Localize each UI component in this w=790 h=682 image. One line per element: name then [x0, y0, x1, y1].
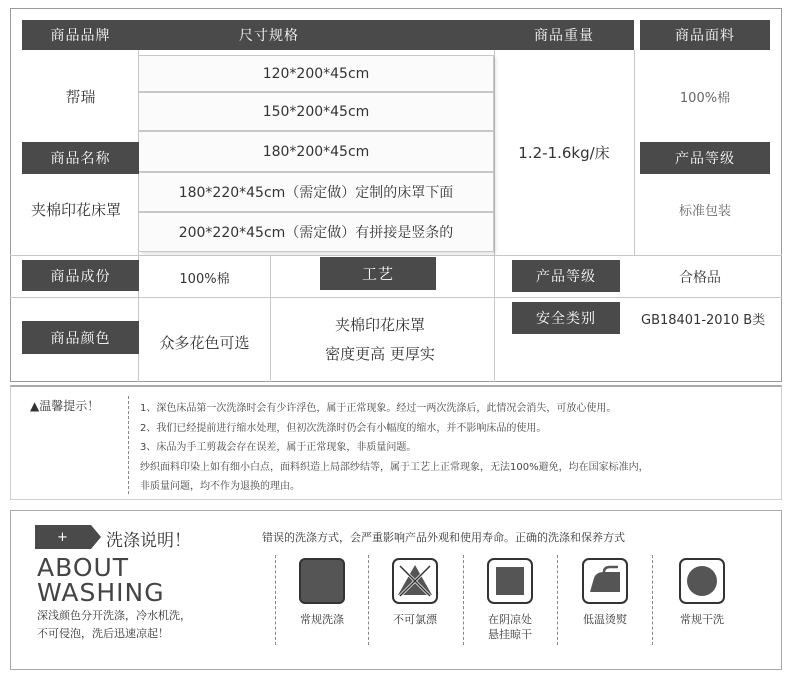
- washing-intro: 错误的洗涤方式，会严重影响产品外观和使用寿命。正确的洗涤和保养方式: [262, 531, 625, 544]
- no-bleach-icon: [392, 558, 438, 604]
- weight-header: 商品重量: [494, 20, 634, 50]
- brand-value: 帮瑞: [65, 87, 96, 106]
- wash-label-4: 低温烫熨: [583, 613, 627, 626]
- grid-line: [10, 297, 782, 298]
- size-row-5: 200*220*45cm（需定做）有拼接是竖条的: [139, 212, 494, 252]
- wash-item-3: [480, 558, 540, 642]
- shade-dry-icon: [487, 558, 533, 604]
- wash-label-2: 不可氯漂: [393, 613, 437, 626]
- tip-line-4: 纱织面料印染上如有细小白点，面料织造上局部纱结等，属于工艺上正常现象，无法100%避免，均在国家标准内，: [140, 462, 649, 473]
- wash-label-3a: 在阴凉处: [488, 613, 532, 626]
- size-row-2: 150*200*45cm: [139, 92, 494, 131]
- tip-line-5: 非质量问题，均不作为退换的理由。: [140, 481, 300, 492]
- plus-badge: +: [35, 525, 91, 549]
- wash-divider: [557, 555, 558, 645]
- wash-tub-icon: [299, 558, 345, 604]
- grid-line: [634, 50, 635, 255]
- wash-item-2: [385, 558, 445, 627]
- craft-line-2: 密度更高 更厚实: [325, 344, 435, 363]
- wash-divider: [652, 555, 653, 645]
- washing-desc-2: 不可侵泡，洗后迅速凉起！: [37, 627, 169, 640]
- grid-line: [10, 255, 782, 256]
- size-row-1: 120*200*45cm: [139, 55, 494, 92]
- wash-divider: [275, 555, 276, 645]
- grade-value: 标准包装: [678, 203, 731, 219]
- fabric-header: 商品面料: [640, 20, 770, 50]
- color-value: 众多花色可选: [159, 333, 250, 352]
- craft-line-1: 夹棉印花床罩: [334, 315, 425, 334]
- safety-value: GB18401-2010 B类: [641, 312, 766, 328]
- about-text: ABOUT: [37, 553, 130, 582]
- grade2-value: 合格品: [679, 270, 721, 286]
- tips-divider: [128, 396, 129, 494]
- wash-divider: [463, 555, 464, 645]
- grid-line: [270, 255, 271, 382]
- washing-text: WASHING: [37, 578, 165, 607]
- grade-header: 产品等级: [640, 142, 770, 174]
- wash-item-4: [575, 558, 635, 627]
- size-row-3: 180*200*45cm: [139, 131, 494, 172]
- wash-item-5: [672, 558, 732, 627]
- safety-header: 安全类别: [512, 302, 620, 334]
- wash-label-3: [488, 612, 532, 642]
- tip-line-1: 1、深色床品第一次洗涤时会有少许浮色，属于正常现象。经过一两次洗涤后，此情况会消失，可放心使用。: [140, 403, 617, 414]
- washing-desc-1: 深浅颜色分开洗涤，冷水机洗，: [37, 609, 191, 622]
- composition-header: 商品成份: [22, 260, 139, 291]
- low-iron-icon: [582, 558, 628, 604]
- size-header: 尺寸规格: [139, 20, 494, 50]
- washing-title: 洗涤说明！: [106, 531, 191, 551]
- wash-label-5: 常规干洗: [680, 613, 724, 626]
- dry-clean-icon: [679, 558, 725, 604]
- color-header: 商品颜色: [22, 321, 139, 354]
- fabric-value: 100%棉: [679, 90, 731, 106]
- composition-value: 100%棉: [179, 271, 230, 287]
- wash-label-3b: 悬挂晾干: [488, 628, 532, 641]
- weight-value: 1.2-1.6kg/床: [518, 144, 610, 162]
- craft-header: 工艺: [320, 257, 436, 290]
- tips-title: ▲温馨提示！: [30, 399, 100, 413]
- tip-line-2: 2、我们已经提前进行缩水处理，但初次洗涤时仍会有小幅度的缩水，并不影响床品的使用。: [140, 423, 547, 434]
- wash-label-1: 常规洗涤: [300, 613, 344, 626]
- tip-line-3: 3、床品为手工剪裁会存在误差，属于正常现象，非质量问题。: [140, 442, 417, 453]
- size-row-4: 180*220*45cm（需定做）定制的床罩下面: [139, 172, 494, 212]
- grade2-header: 产品等级: [512, 260, 620, 292]
- wash-item-1: [292, 558, 352, 627]
- name-header: 商品名称: [22, 142, 139, 174]
- washing-arrow: [91, 525, 101, 549]
- name-value: 夹棉印花床罩: [30, 200, 121, 219]
- brand-header: 商品品牌: [22, 20, 139, 50]
- wash-divider: [368, 555, 369, 645]
